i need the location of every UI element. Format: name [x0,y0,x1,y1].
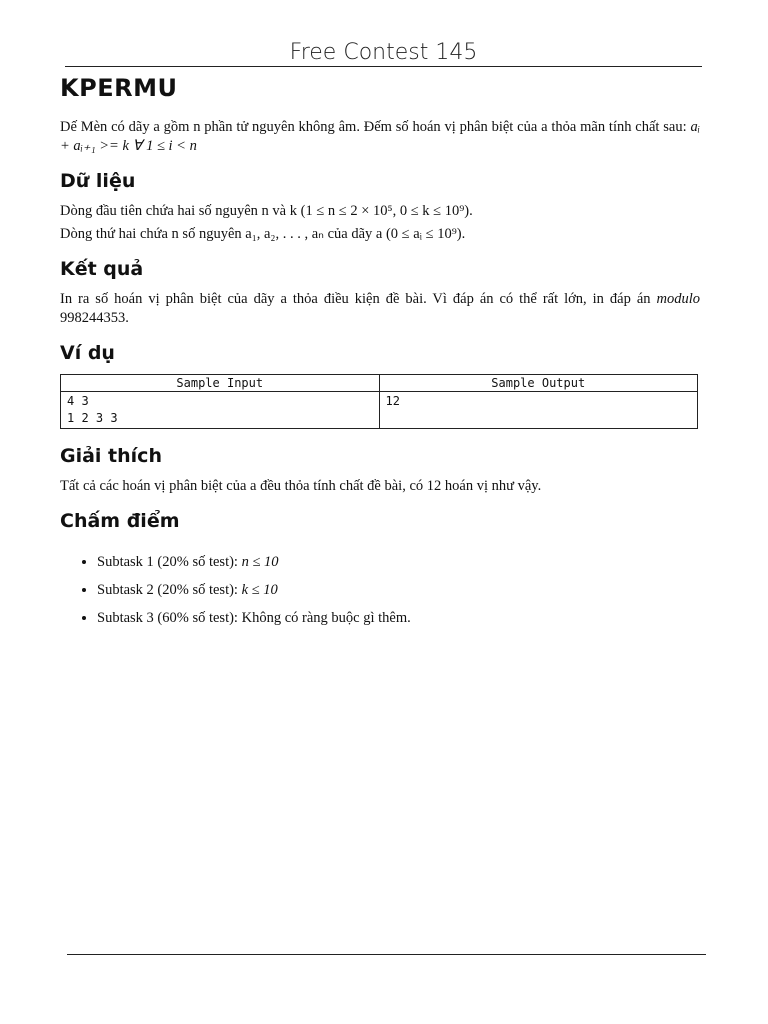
explanation-text: Tất cả các hoán vị phân biệt của a đều thỏa tính chất đề bài, có 12 hoán vị như vậy. [60,478,542,494]
subtask-item [97,610,700,627]
modulo-word: modulo [656,291,700,307]
sample-input-cell: 4 3 1 2 3 3 [61,392,380,429]
subtask-condition: Không có ràng buộc gì thêm. [241,610,411,626]
sample-output-cell: 12 [379,392,698,429]
output-heading: Kết quả [60,258,144,280]
input-heading: Dữ liệu [60,170,136,192]
subtask-condition: k ≤ 10 [241,582,278,598]
page-header-title: Free Contest 145 [289,40,478,65]
sample-output-header: Sample Output [379,375,698,392]
problem-title: KPERMU [60,74,178,102]
subtask-list [60,554,700,627]
subtask-item [97,554,700,571]
statement-text: Dế Mèn có dãy a gồm n phần tử nguyên không âm. Đếm số hoán vị phân biệt của a thỏa mãn tính chất sau: [60,119,687,135]
problem-content [60,74,700,638]
input-line-2: Dòng thứ hai chứa n số nguyên a₁, a₂, . . . , aₙ của dãy a (0 ≤ aᵢ ≤ 10⁹). [60,226,466,242]
footer-rule [67,954,706,955]
subtask-label: Subtask 3 (60% số test): [97,610,238,626]
scoring-heading: Chấm điểm [60,510,180,532]
sample-table [60,374,698,429]
subtask-condition: n ≤ 10 [241,554,279,570]
output-text [60,290,700,328]
header-rule [65,66,702,67]
output-description: In ra số hoán vị phân biệt của dãy a thỏa điều kiện đề bài. Vì đáp án có thể rất lớn, in đáp án [60,291,651,307]
modulo-value: 998244353. [60,310,129,326]
input-line-1: Dòng đầu tiên chứa hai số nguyên n và k (1 ≤ n ≤ 2 × 10⁵, 0 ≤ k ≤ 10⁹). [60,203,473,219]
statement-math: aᵢ + aᵢ₊₁ >= k ∀ 1 ≤ i < n [60,119,700,154]
example-heading: Ví dụ [60,342,115,364]
sample-input-header: Sample Input [61,375,380,392]
explanation-heading: Giải thích [60,445,162,467]
subtask-label: Subtask 2 (20% số test): [97,582,238,598]
problem-statement [60,118,700,156]
subtask-item [97,582,700,599]
subtask-label: Subtask 1 (20% số test): [97,554,238,570]
